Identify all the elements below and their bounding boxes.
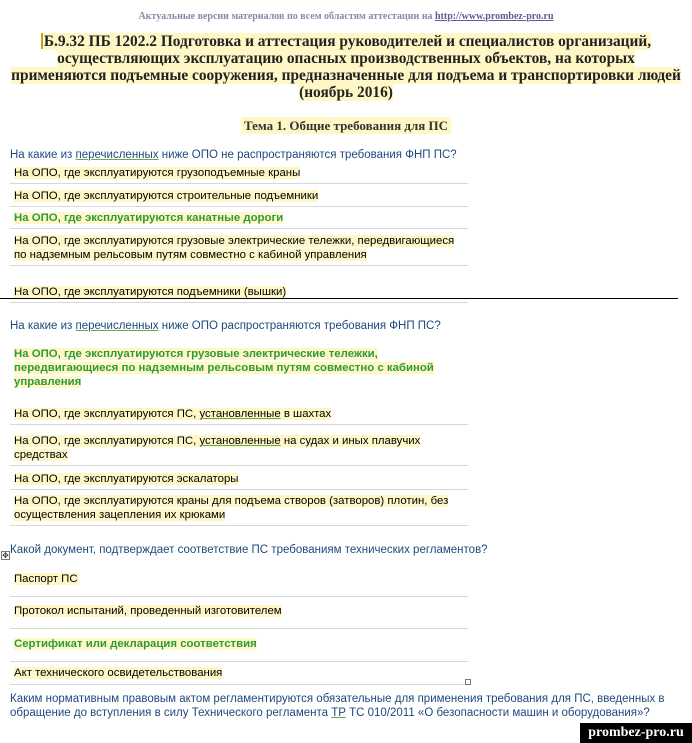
q2-answer-2: На ОПО, где эксплуатируются ПС, установленные в шахтах [10,404,468,425]
q2-answer-4: На ОПО, где эксплуатируются эскалаторы [10,469,468,490]
question-4: Каким нормативным правовым актом регламентируются обязательные для применения требования для ПС, введенных в обращение до вступления в силу Технического регламента ТР ТС 010/2011 «О безопасности машин и оборудования»? [10,693,665,719]
q1-answer-4: На ОПО, где эксплуатируются грузовые электрические тележки, передвигающиеся по надземным рельсовым путям совместно с кабиной управления [10,231,468,266]
section-divider [0,298,678,299]
header-banner [0,11,692,22]
q1-answer-1: На ОПО, где эксплуатируются грузоподъемные краны [10,163,468,184]
q1-answer-2: На ОПО, где эксплуатируются строительные подъемники [10,186,468,207]
q3-answer-2: Протокол испытаний, проведенный изготовителем [10,601,468,629]
question-1: На какие из перечисленных ниже ОПО не распространяются требования ФНП ПС? [10,149,457,161]
q1-answer-5: На ОПО, где эксплуатируются подъемники (вышки) [10,282,468,303]
page-title: Б.9.32 ПБ 1202.2 Подготовка и аттестация руководителей и специалистов организаций, осуществляющих эксплуатацию опасных производственных объектов, на которых применяются подъемные сооружения, предназначенные для подъема и транспортировки людей (ноябрь 2016) [11,33,681,101]
table-resize-handle[interactable] [465,679,471,685]
question-2: На какие из перечисленных ниже ОПО распространяются требования ФНП ПС? [10,320,441,332]
table-move-handle[interactable]: ✥ [2,551,9,560]
q1-answer-3-correct: На ОПО, где эксплуатируются канатные дороги [10,208,468,229]
text-cursor [41,33,43,49]
header-link[interactable]: http://www.prombez-pro.ru [435,11,554,22]
site-watermark: prombez-pro.ru [580,723,692,743]
q3-answer-1: Паспорт ПС [10,569,468,597]
q2-answer-3: На ОПО, где эксплуатируются ПС, установленные на судах и иных плавучих средствах [10,431,468,466]
q2-answer-5: На ОПО, где эксплуатируются краны для подъема створов (затворов) плотин, без осуществления зацепления их крюками [10,491,468,526]
header-text: Актуальные версии материалов по всем областям аттестации на [138,11,433,22]
q3-answer-3-correct: Сертификат или декларация соответствия [10,634,468,662]
q2-answer-1-correct: На ОПО, где эксплуатируются грузовые электрические тележки, передвигающиеся по надземным рельсовым путям совместно с кабиной управления [10,344,468,393]
topic-heading: Тема 1. Общие требования для ПС [0,118,692,134]
q3-answer-4: Акт технического освидетельствования [10,663,468,685]
question-3: Какой документ, подтверждает соответствие ПС требованиям технических регламентов? [10,544,488,556]
